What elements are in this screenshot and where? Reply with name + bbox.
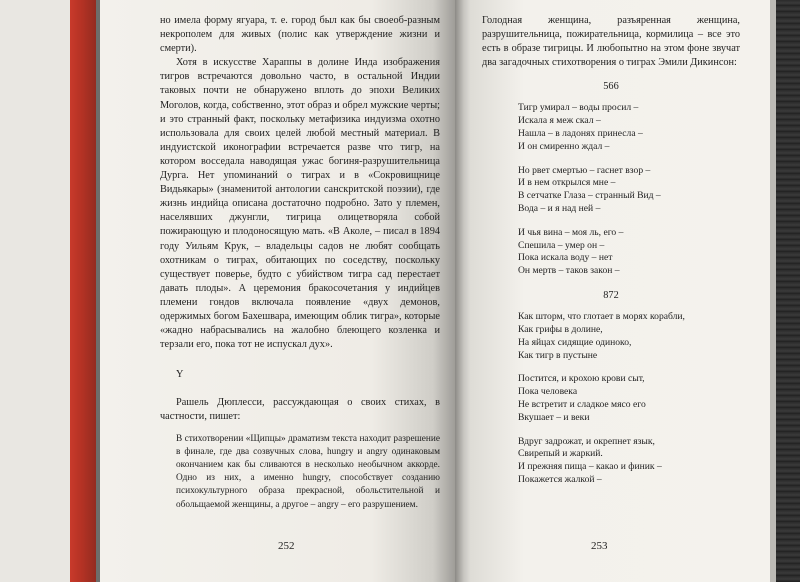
- poem-stanza: [518, 373, 740, 424]
- poem-line: Тигр умирал – воды просил –: [518, 102, 639, 114]
- poem-number: 872: [603, 290, 619, 302]
- paragraph: Голодная женщина, разъяренная женщина, разрушительница, пожирательница, кормилица – все это есть в образе тигрицы. И любопытно на этом фоне звучат два загадочных стихотворения о тиграх Эмили Дикинсон:: [482, 15, 740, 69]
- poem-566: [482, 102, 740, 278]
- poem-line: И прежняя пища – какао и финик –: [518, 461, 662, 473]
- book-red-edge: [70, 0, 100, 582]
- poem-line: Искала я меж скал –: [518, 115, 601, 127]
- book-right-edge: [770, 0, 800, 582]
- poem-line: И он смиренно ждал –: [518, 140, 610, 152]
- poem-line: На яйцах сидящие одиноко,: [518, 336, 632, 348]
- quote-text: В стихотворении «Щипцы» драматизм текста находит разрешение в финале, где два созвучных слова, hungry и angry одинаковым окончанием как бы сливаются в несколько необычном аккорде. Одно из них, а именно hungry, способствует созданию психокультурного образа прекрасной, обольстительной и обольщаемой женщины, а другое – angry – его разрушением.: [176, 433, 440, 510]
- poem-line: Как шторм, что глотает в морях корабли,: [518, 311, 685, 323]
- section-heading: Y: [176, 369, 184, 381]
- poem-line: Как тигр в пустыне: [518, 349, 598, 361]
- left-page-text: [160, 14, 440, 512]
- poem-line: Он мертв – таков закон –: [518, 265, 620, 277]
- poem-line: Спешила – умер он –: [518, 239, 605, 251]
- poem-line: И чья вина – моя ль, его –: [518, 226, 624, 238]
- poem-872: [482, 311, 740, 487]
- poem-line: Пока человека: [518, 386, 578, 398]
- poem-stanza: [518, 227, 740, 278]
- poem-line: Покажется жалкой –: [518, 473, 602, 485]
- block-quote: [160, 433, 440, 512]
- poem-line: Не встретит и сладкое мясо его: [518, 398, 646, 410]
- poem-line: Вкушает – и веки: [518, 411, 590, 423]
- paragraph: Рашель Дюплесси, рассуждающая о своих стихах, в частности, пишет:: [160, 397, 440, 423]
- poem-line: Вдруг задрожат, и окрепнет язык,: [518, 435, 655, 447]
- right-page-text: [482, 14, 740, 498]
- poem-line: И в нем открылся мне –: [518, 177, 616, 189]
- poem-line: Вода – и я над ней –: [518, 203, 601, 215]
- poem-number: 566: [603, 81, 619, 93]
- poem-line: Свирепый и жаркий.: [518, 448, 603, 460]
- page-number-left: 252: [278, 540, 295, 552]
- paragraph: Хотя в искусстве Хараппы в долине Инда изображения тигров встречаются довольно часто, в остальной Индии таковых почти не обнаружено вплоть до эпохи Великих Моголов, когда, собственно, этот образ и обрел мужские черты; и это странный факт, поскольку метафизика индуизма охотно использовала для своих целей любой местный материал. В индуистской иконографии встречается разве что тигр, на котором восседала наводящая ужас богиня-разрушительница Дурга. Нет упоминаний о тиграх и в «Сокровищнице Видьякары» (знаменитой антологии санскритской поэзии), где жизнь индийца описана достаточно подробно. Зато у племен, населявших джунгли, тигрица олицетворяла собой пожирающую и плодоносящую мать. «В Аколе, – писал в 1894 году Уильям Крук, – владельцы садов не любят сообщать охотникам о тиграх, обитающих по соседству, поскольку существует поверье, будто с убийством тигра сад перестает давать плоды». А церемония бракосочетания у индийцев племени гондов включала появление «двух демонов, одержимых богом Бахешвара, имеющим облик тигра», которые «жадно набрасывались на жалобно блеющего козленка и терзали его, пока тот не испускал дух».: [160, 57, 440, 351]
- paragraph: но имела форму ягуара, т. е. город был как бы своеоб-разным некрополем для живых (полис как утверждение жизни и смерти).: [160, 15, 440, 55]
- page-number-right: 253: [591, 540, 608, 552]
- poem-stanza: [518, 311, 740, 362]
- background-surface: [0, 0, 70, 582]
- poem-line: Постится, и крохою крови сыт,: [518, 373, 645, 385]
- poem-stanza: [518, 436, 740, 487]
- poem-line: Как грифы в долине,: [518, 323, 603, 335]
- poem-stanza: [518, 165, 740, 216]
- poem-line: Нашла – в ладонях принесла –: [518, 128, 643, 140]
- poem-line: Но рвет смертью – гаснет взор –: [518, 164, 651, 176]
- poem-line: В сетчатке Глаза – странный Вид –: [518, 190, 661, 202]
- poem-line: Пока искала воду – нет: [518, 252, 613, 264]
- poem-stanza: [518, 102, 740, 153]
